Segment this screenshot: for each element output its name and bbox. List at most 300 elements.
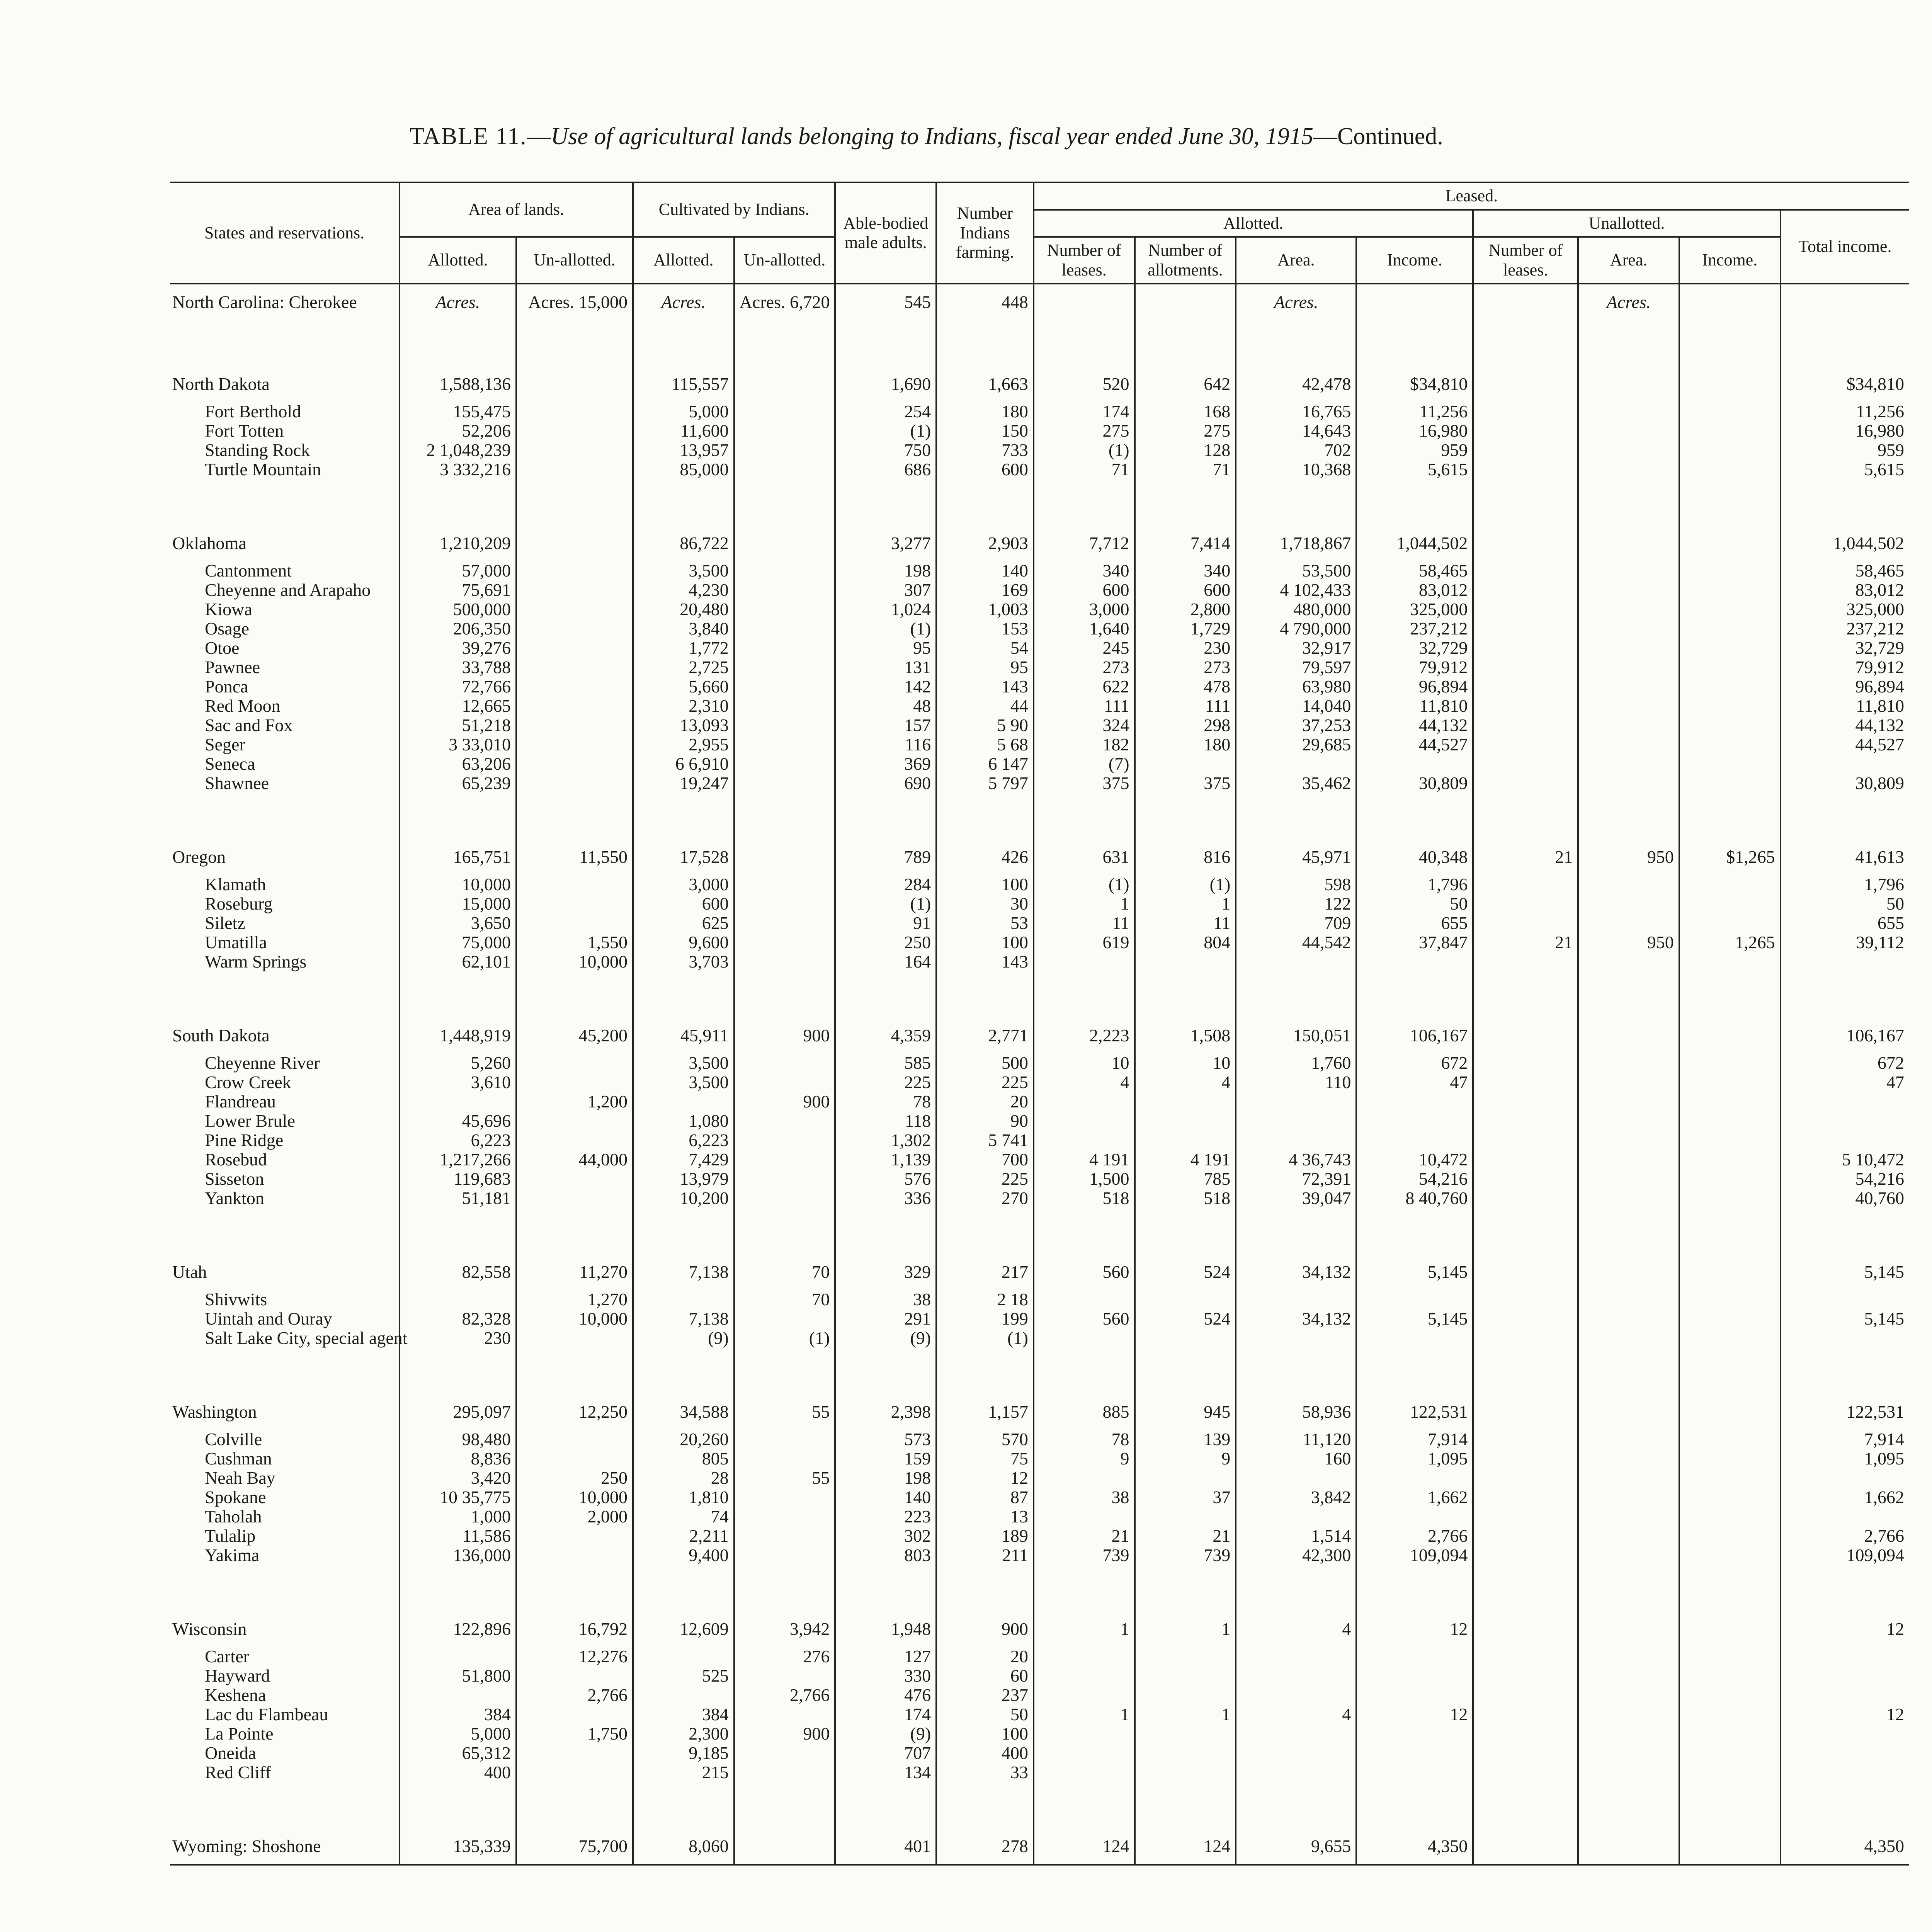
table-title [410,123,1443,150]
cell-able-bodied: 789 [835,839,936,875]
cell-number-farming: 1,003 [936,600,1034,619]
cell-able-bodied: 254 [835,402,936,421]
cell-number-farming: 1,157 [936,1394,1034,1430]
row-label: Warm Springs [205,952,307,972]
cell-allotted-leases: (1) [1034,875,1135,894]
cell-allotted-income [1356,1111,1473,1131]
row-label: Cantonment [205,561,292,581]
cell-cultivated-unallotted [734,638,835,658]
cell-cultivated-allotted: 1,810 [633,1488,734,1507]
cell-allotted-leases: 1,500 [1034,1169,1135,1189]
cell-allotted-income: 50 [1356,894,1473,913]
cell-unallotted-area [1578,1647,1679,1666]
cell-allotted-leases: 275 [1034,421,1135,440]
cell-allotted-area: 29,685 [1236,735,1356,754]
state-row [170,1611,1909,1647]
cell-allotted-income [1356,1290,1473,1309]
reservation-row [170,561,1909,580]
cell-total-income: 44,527 [1781,735,1909,754]
cell-unallotted-leases [1473,1507,1578,1526]
row-label: Turtle Mountain [205,459,321,480]
cell-unallotted-area [1578,696,1679,716]
cell-unallotted-leases [1473,460,1578,479]
cell-allotted-leases [1034,284,1135,320]
cell-allotted-area: 598 [1236,875,1356,894]
cell-unallotted-income [1679,1724,1781,1743]
cell-total-income: 672 [1781,1053,1909,1073]
cell-allotted-area: 1,760 [1236,1053,1356,1073]
cell-allotted-area: 35,462 [1236,774,1356,793]
reservation-row [170,952,1909,971]
cell-allotted-area [1236,1507,1356,1526]
cell-number-farming: 50 [936,1705,1034,1724]
cell-unallotted-income [1679,658,1781,677]
row-label: South Dakota [172,1026,270,1046]
cell-cultivated-unallotted: 900 [734,1018,835,1053]
row-label: Pawnee [205,657,260,677]
cell-allotted-income: 30,809 [1356,774,1473,793]
cell-total-income [1781,1685,1909,1705]
cell-unallotted-leases [1473,1073,1578,1092]
cell-unallotted-area: 950 [1578,839,1679,875]
cell-area-unallotted: Acres. 15,000 [516,284,633,320]
cell-area-allotted: 3,420 [400,1468,516,1488]
reservation-row [170,402,1909,421]
cell-allotted-leases: 273 [1034,658,1135,677]
cell-unallotted-income [1679,952,1781,971]
row-label: Siletz [205,913,245,933]
cell-allotted-area: 4 36,743 [1236,1150,1356,1169]
cell-able-bodied: 1,690 [835,366,936,402]
cell-unallotted-leases [1473,1169,1578,1189]
cell-total-income: 16,980 [1781,421,1909,440]
cell-number-farming: 211 [936,1546,1034,1565]
cell-allotted-income: 44,527 [1356,735,1473,754]
cell-unallotted-area [1578,677,1679,696]
cell-able-bodied: 78 [835,1092,936,1111]
cell-unallotted-income [1679,1111,1781,1131]
cell-allotted-income: 106,167 [1356,1018,1473,1053]
cell-area-allotted: 5,260 [400,1053,516,1073]
cell-cultivated-unallotted: 70 [734,1290,835,1309]
cell-area-allotted: 75,000 [400,933,516,952]
cell-unallotted-area [1578,1546,1679,1565]
cell-able-bodied: 1,024 [835,600,936,619]
cell-number-farming: 90 [936,1111,1034,1131]
cell-unallotted-leases [1473,1743,1578,1763]
cell-allotted-allotments: 10 [1135,1053,1236,1073]
cell-unallotted-area: 950 [1578,933,1679,952]
header-area-of-lands: Area of lands. [400,182,633,237]
cell-allotted-leases [1034,1328,1135,1348]
cell-allotted-area [1236,1666,1356,1685]
cell-cultivated-allotted: 6,223 [633,1131,734,1150]
cell-cultivated-allotted: 10,200 [633,1189,734,1208]
cell-cultivated-allotted: (9) [633,1328,734,1348]
cell-able-bodied: 803 [835,1546,936,1565]
cell-allotted-income: 47 [1356,1073,1473,1092]
cell-cultivated-allotted [633,1092,734,1111]
cell-cultivated-allotted: 2,955 [633,735,734,754]
cell-unallotted-area [1578,894,1679,913]
cell-area-allotted [400,1647,516,1666]
cell-allotted-area: 72,391 [1236,1169,1356,1189]
cell-allotted-leases: 520 [1034,366,1135,402]
header-states: States and reservations. [170,182,400,284]
cell-unallotted-area [1578,638,1679,658]
cell-allotted-allotments: 21 [1135,1526,1236,1546]
state-row [170,284,1909,320]
cell-cultivated-allotted: 34,588 [633,1394,734,1430]
cell-area-allotted: 135,339 [400,1828,516,1865]
cell-area-unallotted [516,366,633,402]
cell-unallotted-income [1679,1647,1781,1666]
cell-cultivated-unallotted [734,619,835,638]
cell-area-allotted: 3 33,010 [400,735,516,754]
cell-allotted-allotments [1135,754,1236,774]
cell-cultivated-unallotted [734,1705,835,1724]
cell-able-bodied: 164 [835,952,936,971]
reservation-row [170,933,1909,952]
reservation-row [170,619,1909,638]
cell-total-income: 44,132 [1781,716,1909,735]
cell-area-unallotted: 45,200 [516,1018,633,1053]
cell-able-bodied: 118 [835,1111,936,1131]
cell-allotted-income: 12 [1356,1705,1473,1724]
cell-number-farming: 5 797 [936,774,1034,793]
cell-unallotted-income [1679,1685,1781,1705]
cell-area-unallotted [516,600,633,619]
header-cultivated: Cultivated by Indians. [633,182,835,237]
cell-able-bodied: 686 [835,460,936,479]
cell-number-farming: 225 [936,1169,1034,1189]
cell-number-farming: 75 [936,1449,1034,1468]
cell-area-unallotted [516,1449,633,1468]
cell-area-unallotted [516,1666,633,1685]
cell-cultivated-allotted: 3,703 [633,952,734,971]
cell-number-farming: 143 [936,677,1034,696]
cell-allotted-area: 63,980 [1236,677,1356,696]
cell-number-farming: 180 [936,402,1034,421]
cell-unallotted-area [1578,735,1679,754]
cell-cultivated-unallotted [734,696,835,716]
cell-unallotted-income [1679,1546,1781,1565]
cell-able-bodied: 330 [835,1666,936,1685]
cell-number-farming: 100 [936,875,1034,894]
cell-unallotted-income [1679,1468,1781,1488]
row-label: Keshena [205,1685,266,1705]
cell-unallotted-income [1679,561,1781,580]
cell-allotted-income: 672 [1356,1053,1473,1073]
cell-area-allotted: 384 [400,1705,516,1724]
reservation-row [170,716,1909,735]
cell-cultivated-unallotted: 55 [734,1468,835,1488]
cell-allotted-allotments: 11 [1135,913,1236,933]
cell-allotted-allotments [1135,1685,1236,1705]
cell-unallotted-leases [1473,421,1578,440]
cell-cultivated-allotted: 2,300 [633,1724,734,1743]
cell-unallotted-area [1578,1254,1679,1290]
cell-total-income: 122,531 [1781,1394,1909,1430]
cell-unallotted-leases [1473,1488,1578,1507]
cell-cultivated-allotted: 9,600 [633,933,734,952]
reservation-row [170,460,1909,479]
reservation-row [170,1430,1909,1449]
row-label: Colville [205,1429,262,1449]
cell-unallotted-area [1578,658,1679,677]
cell-area-allotted: 11,586 [400,1526,516,1546]
cell-allotted-income: 959 [1356,440,1473,460]
cell-able-bodied: (1) [835,619,936,638]
cell-area-unallotted: 1,270 [516,1290,633,1309]
cell-unallotted-area [1578,1468,1679,1488]
cell-allotted-area: 160 [1236,1449,1356,1468]
cell-able-bodied: 223 [835,1507,936,1526]
cell-allotted-area: 34,132 [1236,1309,1356,1328]
cell-area-unallotted: 250 [516,1468,633,1488]
cell-number-farming: 12 [936,1468,1034,1488]
cell-area-allotted: 15,000 [400,894,516,913]
reservation-row [170,440,1909,460]
cell-area-unallotted [516,1546,633,1565]
cell-total-income [1781,754,1909,774]
cell-area-allotted: 122,896 [400,1611,516,1647]
cell-able-bodied: 198 [835,1468,936,1488]
cell-able-bodied: 250 [835,933,936,952]
reservation-row [170,1724,1909,1743]
cell-number-farming: 237 [936,1685,1034,1705]
cell-allotted-leases [1034,1092,1135,1111]
header-unallotted-number-of-leases: Number of leases. [1473,237,1578,284]
cell-able-bodied: 401 [835,1828,936,1865]
cell-cultivated-unallotted [734,839,835,875]
cell-allotted-allotments [1135,1290,1236,1309]
cell-unallotted-leases [1473,1309,1578,1328]
cell-unallotted-area [1578,440,1679,460]
cell-allotted-income: 1,044,502 [1356,526,1473,561]
row-label: Utah [172,1262,207,1282]
cell-unallotted-income [1679,638,1781,658]
reservation-row [170,1763,1909,1782]
cell-unallotted-area [1578,716,1679,735]
cell-unallotted-income [1679,1488,1781,1507]
row-label: Carter [205,1646,249,1667]
reservation-row [170,735,1909,754]
cell-unallotted-leases [1473,1449,1578,1468]
cell-unallotted-leases [1473,735,1578,754]
cell-unallotted-income [1679,1254,1781,1290]
cell-total-income [1781,284,1909,320]
header-allotted-income: Income. [1356,237,1473,284]
cell-area-unallotted [516,526,633,561]
cell-area-allotted: 12,665 [400,696,516,716]
cell-cultivated-allotted: 5,660 [633,677,734,696]
cell-cultivated-allotted: 2,310 [633,696,734,716]
cell-unallotted-income [1679,1705,1781,1724]
cell-unallotted-income [1679,774,1781,793]
cell-allotted-income: 54,216 [1356,1169,1473,1189]
cell-unallotted-area: Acres. [1578,284,1679,320]
cell-unallotted-area [1578,1449,1679,1468]
state-row [170,1828,1909,1865]
reservation-row [170,1290,1909,1309]
cell-total-income: 5,145 [1781,1254,1909,1290]
header-leased-allotted: Allotted. [1034,210,1473,237]
cell-number-farming: 189 [936,1526,1034,1546]
cell-allotted-allotments: 7,414 [1135,526,1236,561]
cell-unallotted-income [1679,696,1781,716]
cell-able-bodied: 2,398 [835,1394,936,1430]
reservation-row [170,1507,1909,1526]
cell-unallotted-income [1679,894,1781,913]
cell-cultivated-allotted: 3,500 [633,1053,734,1073]
cell-allotted-leases [1034,1131,1135,1150]
cell-area-allotted: 500,000 [400,600,516,619]
cell-area-allotted: 57,000 [400,561,516,580]
cell-total-income: 2,766 [1781,1526,1909,1546]
cell-allotted-allotments [1135,1743,1236,1763]
cell-area-unallotted [516,1328,633,1348]
cell-area-unallotted [516,1743,633,1763]
cell-cultivated-unallotted [734,735,835,754]
cell-unallotted-leases [1473,774,1578,793]
cell-cultivated-unallotted [734,600,835,619]
cell-area-unallotted [516,774,633,793]
cell-cultivated-unallotted [734,402,835,421]
cell-allotted-area [1236,1092,1356,1111]
cell-area-allotted: 119,683 [400,1169,516,1189]
cell-area-unallotted: 11,270 [516,1254,633,1290]
cell-cultivated-unallotted: 276 [734,1647,835,1666]
cell-cultivated-unallotted [734,1763,835,1782]
table-header [170,182,1909,284]
cell-able-bodied: 573 [835,1430,936,1449]
cell-unallotted-area [1578,1724,1679,1743]
cell-unallotted-area [1578,561,1679,580]
cell-area-allotted: 63,206 [400,754,516,774]
cell-allotted-allotments: 168 [1135,402,1236,421]
cell-allotted-income [1356,1328,1473,1348]
cell-cultivated-allotted: 9,185 [633,1743,734,1763]
spacer-row [170,1208,1909,1254]
spacer-row [170,971,1909,1018]
reservation-row [170,1526,1909,1546]
cell-allotted-area [1236,754,1356,774]
reservation-row [170,1053,1909,1073]
cell-able-bodied: 1,139 [835,1150,936,1169]
cell-allotted-allotments [1135,1328,1236,1348]
cell-area-unallotted: 2,766 [516,1685,633,1705]
cell-unallotted-income [1679,1290,1781,1309]
cell-able-bodied: 336 [835,1189,936,1208]
cell-allotted-allotments: 1 [1135,1705,1236,1724]
cell-area-unallotted: 10,000 [516,1309,633,1328]
cell-unallotted-area [1578,580,1679,600]
cell-area-unallotted [516,913,633,933]
cell-unallotted-income [1679,1150,1781,1169]
cell-number-farming: 5 90 [936,716,1034,735]
cell-cultivated-allotted: 12,609 [633,1611,734,1647]
row-label: Hayward [205,1666,270,1686]
cell-unallotted-area [1578,600,1679,619]
cell-allotted-income: 96,894 [1356,677,1473,696]
header-cultivated-unallotted: Un-allotted. [734,237,835,284]
cell-number-farming: 60 [936,1666,1034,1685]
cell-total-income [1781,1647,1909,1666]
row-label: Taholah [205,1507,262,1527]
cell-number-farming: 500 [936,1053,1034,1073]
cell-allotted-area: 1,514 [1236,1526,1356,1546]
reservation-row [170,894,1909,913]
cell-cultivated-allotted [633,1647,734,1666]
cell-able-bodied: 116 [835,735,936,754]
cell-allotted-leases: 38 [1034,1488,1135,1507]
cell-area-unallotted: 1,200 [516,1092,633,1111]
cell-cultivated-allotted: 2,725 [633,658,734,677]
cell-allotted-leases [1034,1743,1135,1763]
row-label: Shivwits [205,1289,267,1310]
cell-able-bodied: 307 [835,580,936,600]
cell-number-farming: 400 [936,1743,1034,1763]
cell-area-allotted: 206,350 [400,619,516,638]
cell-allotted-allotments [1135,284,1236,320]
cell-allotted-allotments: 37 [1135,1488,1236,1507]
cell-allotted-area: 4 102,433 [1236,580,1356,600]
cell-area-unallotted: 44,000 [516,1150,633,1169]
cell-cultivated-unallotted [734,1309,835,1328]
cell-allotted-allotments: 275 [1135,421,1236,440]
header-total-income: Total income. [1781,210,1909,284]
cell-allotted-leases: 21 [1034,1526,1135,1546]
cell-allotted-allotments: 298 [1135,716,1236,735]
cell-allotted-area: 79,597 [1236,658,1356,677]
cell-unallotted-income [1679,402,1781,421]
cell-allotted-allotments: 642 [1135,366,1236,402]
cell-able-bodied: (9) [835,1328,936,1348]
cell-allotted-area: 16,765 [1236,402,1356,421]
cell-cultivated-unallotted [734,913,835,933]
cell-unallotted-area [1578,1611,1679,1647]
cell-cultivated-unallotted [734,1546,835,1565]
cell-unallotted-area [1578,1053,1679,1073]
cell-allotted-area: 53,500 [1236,561,1356,580]
cell-cultivated-unallotted: 3,942 [734,1611,835,1647]
cell-unallotted-income [1679,1430,1781,1449]
cell-area-unallotted [516,677,633,696]
cell-unallotted-income [1679,1189,1781,1208]
cell-unallotted-area [1578,619,1679,638]
cell-area-allotted: 1,000 [400,1507,516,1526]
cell-number-farming: 2 18 [936,1290,1034,1309]
row-label: Fort Totten [205,421,284,441]
cell-cultivated-unallotted: 2,766 [734,1685,835,1705]
cell-area-unallotted [516,716,633,735]
row-label: Shawnee [205,773,269,793]
reservation-row [170,1488,1909,1507]
reservation-row [170,1309,1909,1328]
title-text: Use of agricultural lands belonging to Indians, fiscal year ended June 30, 1915 [551,123,1313,150]
cell-allotted-income: 16,980 [1356,421,1473,440]
header-allotted-number-of-leases: Number of leases. [1034,237,1135,284]
cell-area-unallotted: 11,550 [516,839,633,875]
reservation-row [170,677,1909,696]
cell-total-income: 5,145 [1781,1309,1909,1328]
header-allotted-number-of-allotments: Number of allotments. [1135,237,1236,284]
cell-number-farming: 150 [936,421,1034,440]
cell-allotted-area [1236,1743,1356,1763]
cell-allotted-leases: 560 [1034,1254,1135,1290]
cell-total-income: 1,044,502 [1781,526,1909,561]
